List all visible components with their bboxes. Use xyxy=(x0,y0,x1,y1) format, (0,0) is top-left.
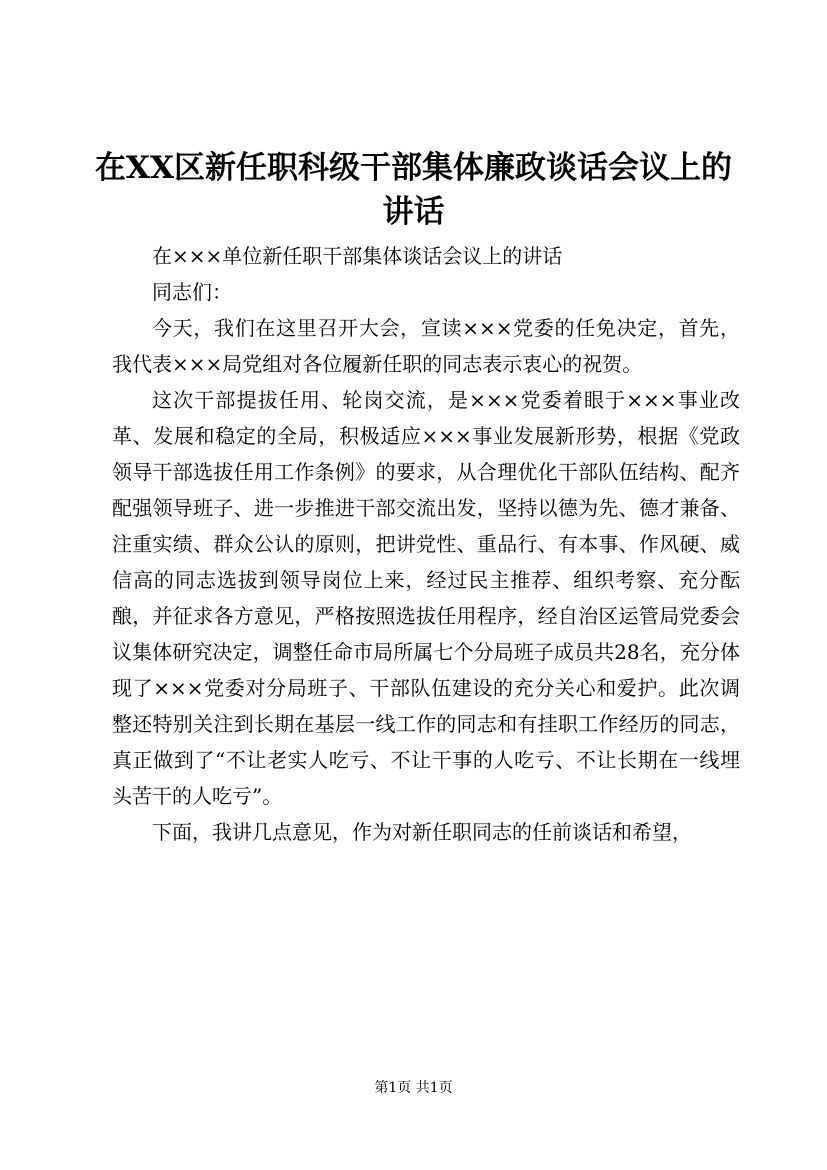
document-body xyxy=(112,238,740,850)
document-title: 在XX区新任职科级干部集体廉政谈话会议上的讲话 xyxy=(94,150,733,230)
page-footer: 第1页 共1页 xyxy=(374,1080,453,1096)
paragraph-background: 这次干部提拔任用、轮岗交流，是×××党委着眼于×××事业改革、发展和稳定的全局，积极适应×××事业发展新形势，根据《党政领导干部选拔任用工作条例》的要求，从合理优化干部队伍结构、配齐配强领导班子、进一步推进干部交流出发，坚持以德为先、德才兼备、注重实绩、群众公认的原则，把讲党性、重品行、有本事、作风硬、威信高的同志选拔到领导岗位上来，经过民主推荐、组织考察、充分酝酿，并征求各方意见，严格按照选拔任用程序，经自治区运管局党委会议集体研究决定，调整任命市局所属七个分局班子成员共28名，充分体现了×××党委对分局班子、干部队伍建设的充分关心和爱护。此次调整还特别关注到长期在基层一线工作的同志和有挂职工作经历的同志，真正做到了“不让老实人吃亏、不让干事的人吃亏、不让长期在一线埋头苦干的人吃亏”。 xyxy=(112,388,740,808)
paragraph-salutation: 同志们： xyxy=(152,280,232,304)
paragraph-transition: 下面，我讲几点意见，作为对新任职同志的任前谈话和希望， xyxy=(152,820,692,844)
paragraph-opening: 今天，我们在这里召开大会，宣读×××党委的任免决定，首先，我代表×××局党组对各位履新任职的同志表示衷心的祝贺。 xyxy=(112,316,740,376)
paragraph-meeting-subtitle: 在×××单位新任职干部集体谈话会议上的讲话 xyxy=(152,244,563,268)
